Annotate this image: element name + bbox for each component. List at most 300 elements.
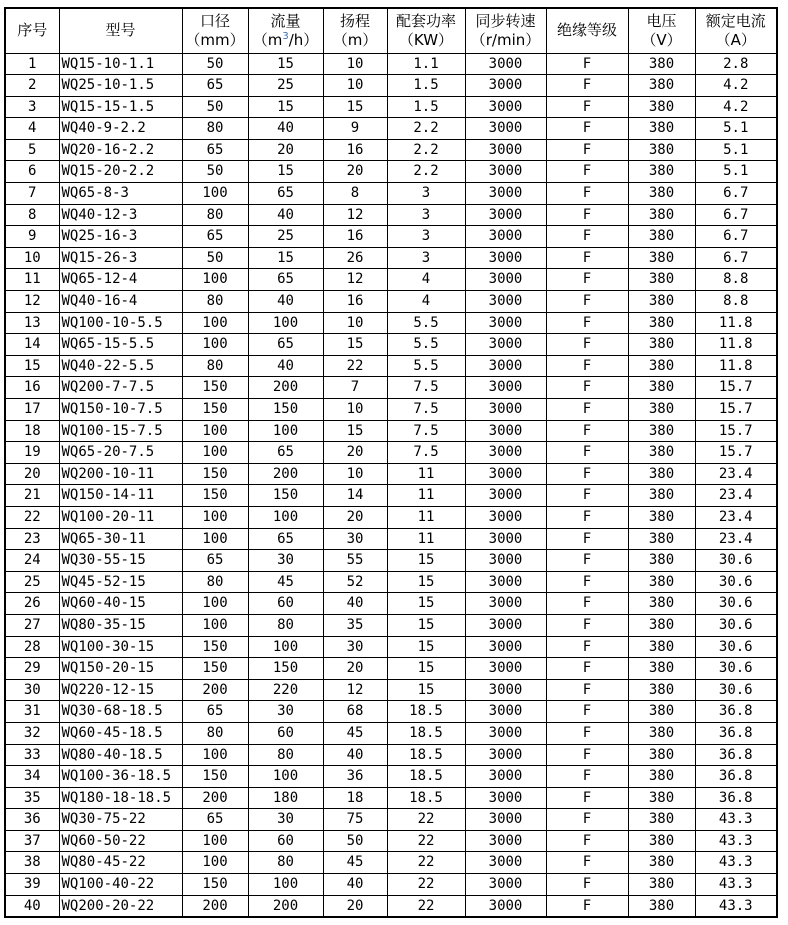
cell-power: 3: [387, 226, 465, 248]
col-header-index: [5, 8, 59, 53]
cell-diameter: 150: [182, 463, 248, 485]
cell-diameter: 100: [182, 420, 248, 442]
cell-speed: 3000: [465, 312, 546, 334]
cell-index: 29: [5, 658, 59, 680]
header-title: 绝缘等级: [556, 21, 617, 40]
cell-index: 20: [5, 463, 59, 485]
cell-power: 5.5: [387, 312, 465, 334]
cell-head: 75: [323, 809, 387, 831]
table-row: [5, 701, 777, 723]
cell-speed: 3000: [465, 614, 546, 636]
cell-index: 4: [5, 118, 59, 140]
cell-voltage: 380: [628, 442, 695, 464]
cell-head: 7: [323, 377, 387, 399]
cell-index: 5: [5, 139, 59, 161]
cell-index: 22: [5, 506, 59, 528]
cell-voltage: 380: [628, 139, 695, 161]
cell-flow: 200: [248, 463, 323, 485]
cell-flow: 30: [248, 550, 323, 572]
cell-speed: 3000: [465, 766, 546, 788]
cell-power: 18.5: [387, 701, 465, 723]
flow-unit-post: /h）: [288, 30, 319, 49]
cell-insulation: F: [546, 571, 628, 593]
cell-insulation: F: [546, 75, 628, 97]
cell-diameter: 100: [182, 334, 248, 356]
cell-speed: 3000: [465, 550, 546, 572]
cell-index: 27: [5, 614, 59, 636]
cell-head: 15: [323, 420, 387, 442]
cell-index: 38: [5, 852, 59, 874]
header-title: 额定电流: [705, 11, 766, 30]
cell-voltage: 380: [628, 312, 695, 334]
cell-insulation: F: [546, 658, 628, 680]
cell-power: 15: [387, 636, 465, 658]
cell-speed: 3000: [465, 485, 546, 507]
cell-power: 5.5: [387, 334, 465, 356]
header-unit: （A）: [715, 30, 756, 49]
table-row: [5, 485, 777, 507]
cell-speed: 3000: [465, 377, 546, 399]
cell-power: 3: [387, 247, 465, 269]
cell-model: WQ100-10-5.5: [59, 312, 182, 334]
table-row: [5, 442, 777, 464]
cell-flow: 150: [248, 485, 323, 507]
cell-power: 11: [387, 485, 465, 507]
cell-speed: 3000: [465, 139, 546, 161]
cell-current: 43.3: [695, 830, 777, 852]
cell-index: 33: [5, 744, 59, 766]
table-row: [5, 269, 777, 291]
cell-current: 6.7: [695, 226, 777, 248]
cell-insulation: F: [546, 830, 628, 852]
cell-model: WQ100-20-11: [59, 506, 182, 528]
cell-flow: 60: [248, 593, 323, 615]
cell-model: WQ20-16-2.2: [59, 139, 182, 161]
cell-speed: 3000: [465, 161, 546, 183]
cell-diameter: 65: [182, 701, 248, 723]
cell-insulation: F: [546, 787, 628, 809]
cell-power: 15: [387, 550, 465, 572]
cell-insulation: F: [546, 701, 628, 723]
cell-diameter: 50: [182, 96, 248, 118]
cell-insulation: F: [546, 96, 628, 118]
cell-model: WQ60-40-15: [59, 593, 182, 615]
cell-current: 43.3: [695, 852, 777, 874]
cell-diameter: 100: [182, 852, 248, 874]
cell-power: 7.5: [387, 377, 465, 399]
cell-diameter: 65: [182, 809, 248, 831]
table-row: [5, 550, 777, 572]
cell-voltage: 380: [628, 528, 695, 550]
flow-unit-superscript: 3: [282, 30, 289, 42]
cell-insulation: F: [546, 53, 628, 75]
cell-model: WQ65-20-7.5: [59, 442, 182, 464]
cell-voltage: 380: [628, 204, 695, 226]
cell-current: 6.7: [695, 183, 777, 205]
cell-insulation: F: [546, 118, 628, 140]
header-title: 电压: [646, 11, 677, 30]
table-row: [5, 528, 777, 550]
cell-head: 45: [323, 852, 387, 874]
cell-flow: 15: [248, 161, 323, 183]
cell-current: 36.8: [695, 744, 777, 766]
cell-insulation: F: [546, 226, 628, 248]
cell-model: WQ65-8-3: [59, 183, 182, 205]
cell-diameter: 100: [182, 744, 248, 766]
cell-speed: 3000: [465, 506, 546, 528]
cell-flow: 100: [248, 312, 323, 334]
cell-head: 10: [323, 75, 387, 97]
cell-head: 40: [323, 874, 387, 896]
cell-index: 36: [5, 809, 59, 831]
pump-spec-table-container: [4, 7, 778, 918]
cell-current: 43.3: [695, 809, 777, 831]
table-row: [5, 377, 777, 399]
table-row: [5, 75, 777, 97]
cell-insulation: F: [546, 550, 628, 572]
cell-index: 40: [5, 895, 59, 917]
header-title: 同步转速: [475, 11, 536, 30]
cell-index: 16: [5, 377, 59, 399]
cell-current: 15.7: [695, 420, 777, 442]
cell-voltage: 380: [628, 377, 695, 399]
cell-head: 9: [323, 118, 387, 140]
col-header-insulation: [546, 8, 628, 53]
col-header-head: [323, 8, 387, 53]
cell-voltage: 380: [628, 744, 695, 766]
cell-index: 25: [5, 571, 59, 593]
table-body: [5, 53, 777, 917]
cell-index: 32: [5, 722, 59, 744]
cell-head: 68: [323, 701, 387, 723]
cell-model: WQ80-35-15: [59, 614, 182, 636]
col-header-flow: [248, 8, 323, 53]
cell-model: WQ200-10-11: [59, 463, 182, 485]
cell-voltage: 380: [628, 334, 695, 356]
cell-model: WQ25-16-3: [59, 226, 182, 248]
table-row: [5, 183, 777, 205]
header-unit: （V）: [641, 30, 682, 49]
cell-voltage: 380: [628, 183, 695, 205]
cell-power: 1.5: [387, 75, 465, 97]
cell-insulation: F: [546, 463, 628, 485]
header-title: 口径: [199, 11, 230, 30]
cell-model: WQ45-52-15: [59, 571, 182, 593]
cell-flow: 20: [248, 139, 323, 161]
cell-speed: 3000: [465, 118, 546, 140]
cell-insulation: F: [546, 291, 628, 313]
cell-insulation: F: [546, 895, 628, 917]
cell-index: 7: [5, 183, 59, 205]
cell-head: 16: [323, 291, 387, 313]
cell-index: 10: [5, 247, 59, 269]
cell-flow: 200: [248, 377, 323, 399]
header-unit: （mm）: [185, 30, 245, 49]
cell-insulation: F: [546, 183, 628, 205]
cell-index: 28: [5, 636, 59, 658]
cell-speed: 3000: [465, 463, 546, 485]
cell-voltage: 380: [628, 895, 695, 917]
cell-insulation: F: [546, 247, 628, 269]
cell-diameter: 100: [182, 528, 248, 550]
cell-voltage: 380: [628, 701, 695, 723]
cell-speed: 3000: [465, 852, 546, 874]
cell-diameter: 100: [182, 312, 248, 334]
header-unit: （r/min）: [470, 30, 541, 49]
table-row: [5, 53, 777, 75]
cell-current: 5.1: [695, 118, 777, 140]
cell-index: 35: [5, 787, 59, 809]
cell-current: 6.7: [695, 204, 777, 226]
cell-diameter: 150: [182, 399, 248, 421]
table-row: [5, 118, 777, 140]
cell-power: 15: [387, 658, 465, 680]
cell-model: WQ100-15-7.5: [59, 420, 182, 442]
cell-head: 30: [323, 636, 387, 658]
cell-insulation: F: [546, 377, 628, 399]
cell-voltage: 380: [628, 830, 695, 852]
cell-voltage: 380: [628, 355, 695, 377]
table-row: [5, 291, 777, 313]
cell-insulation: F: [546, 636, 628, 658]
cell-voltage: 380: [628, 53, 695, 75]
cell-flow: 25: [248, 75, 323, 97]
cell-diameter: 100: [182, 830, 248, 852]
cell-flow: 180: [248, 787, 323, 809]
cell-index: 8: [5, 204, 59, 226]
cell-flow: 80: [248, 744, 323, 766]
cell-current: 43.3: [695, 895, 777, 917]
cell-speed: 3000: [465, 809, 546, 831]
cell-voltage: 380: [628, 485, 695, 507]
cell-voltage: 380: [628, 614, 695, 636]
cell-model: WQ180-18-18.5: [59, 787, 182, 809]
cell-power: 22: [387, 809, 465, 831]
cell-index: 6: [5, 161, 59, 183]
cell-head: 20: [323, 442, 387, 464]
header-title: 序号: [17, 21, 48, 40]
cell-diameter: 100: [182, 593, 248, 615]
cell-speed: 3000: [465, 183, 546, 205]
table-header: [5, 8, 777, 53]
cell-current: 2.8: [695, 53, 777, 75]
cell-index: 1: [5, 53, 59, 75]
cell-diameter: 100: [182, 506, 248, 528]
cell-head: 15: [323, 334, 387, 356]
cell-diameter: 80: [182, 291, 248, 313]
cell-flow: 15: [248, 96, 323, 118]
cell-flow: 200: [248, 895, 323, 917]
cell-flow: 150: [248, 399, 323, 421]
cell-power: 5.5: [387, 355, 465, 377]
cell-model: WQ220-12-15: [59, 679, 182, 701]
cell-index: 24: [5, 550, 59, 572]
table-row: [5, 614, 777, 636]
cell-model: WQ65-15-5.5: [59, 334, 182, 356]
cell-speed: 3000: [465, 75, 546, 97]
cell-flow: 30: [248, 809, 323, 831]
table-row: [5, 161, 777, 183]
cell-power: 18.5: [387, 787, 465, 809]
table-row: [5, 96, 777, 118]
cell-model: WQ100-36-18.5: [59, 766, 182, 788]
cell-diameter: 150: [182, 377, 248, 399]
table-row: [5, 226, 777, 248]
cell-insulation: F: [546, 161, 628, 183]
cell-index: 15: [5, 355, 59, 377]
cell-speed: 3000: [465, 636, 546, 658]
cell-power: 11: [387, 463, 465, 485]
cell-power: 3: [387, 183, 465, 205]
table-row: [5, 355, 777, 377]
cell-flow: 80: [248, 614, 323, 636]
cell-flow: 80: [248, 852, 323, 874]
header-title: 流量: [270, 11, 301, 30]
cell-speed: 3000: [465, 874, 546, 896]
cell-head: 20: [323, 658, 387, 680]
cell-flow: 100: [248, 874, 323, 896]
cell-power: 4: [387, 269, 465, 291]
cell-power: 15: [387, 614, 465, 636]
cell-speed: 3000: [465, 571, 546, 593]
cell-insulation: F: [546, 312, 628, 334]
cell-head: 40: [323, 744, 387, 766]
cell-index: 37: [5, 830, 59, 852]
cell-current: 4.2: [695, 75, 777, 97]
cell-power: 2.2: [387, 118, 465, 140]
cell-insulation: F: [546, 852, 628, 874]
cell-current: 30.6: [695, 614, 777, 636]
table-row: [5, 679, 777, 701]
cell-speed: 3000: [465, 722, 546, 744]
cell-model: WQ60-45-18.5: [59, 722, 182, 744]
cell-speed: 3000: [465, 787, 546, 809]
cell-flow: 60: [248, 722, 323, 744]
cell-head: 10: [323, 399, 387, 421]
cell-speed: 3000: [465, 334, 546, 356]
cell-insulation: F: [546, 809, 628, 831]
cell-speed: 3000: [465, 658, 546, 680]
cell-speed: 3000: [465, 895, 546, 917]
table-row: [5, 420, 777, 442]
cell-flow: 40: [248, 118, 323, 140]
cell-head: 30: [323, 528, 387, 550]
cell-voltage: 380: [628, 269, 695, 291]
cell-voltage: 380: [628, 852, 695, 874]
cell-current: 30.6: [695, 593, 777, 615]
cell-diameter: 100: [182, 269, 248, 291]
cell-insulation: F: [546, 334, 628, 356]
cell-voltage: 380: [628, 506, 695, 528]
cell-head: 12: [323, 204, 387, 226]
cell-index: 18: [5, 420, 59, 442]
cell-model: WQ65-12-4: [59, 269, 182, 291]
cell-index: 9: [5, 226, 59, 248]
cell-speed: 3000: [465, 420, 546, 442]
cell-voltage: 380: [628, 118, 695, 140]
table-row: [5, 809, 777, 831]
cell-diameter: 100: [182, 614, 248, 636]
header-title: 扬程: [339, 11, 370, 30]
cell-current: 30.6: [695, 658, 777, 680]
cell-flow: 40: [248, 291, 323, 313]
cell-diameter: 150: [182, 636, 248, 658]
cell-insulation: F: [546, 139, 628, 161]
cell-flow: 40: [248, 355, 323, 377]
cell-model: WQ40-16-4: [59, 291, 182, 313]
cell-speed: 3000: [465, 679, 546, 701]
table-row: [5, 722, 777, 744]
cell-model: WQ65-30-11: [59, 528, 182, 550]
cell-current: 15.7: [695, 399, 777, 421]
cell-voltage: 380: [628, 161, 695, 183]
cell-flow: 25: [248, 226, 323, 248]
cell-current: 36.8: [695, 787, 777, 809]
cell-head: 18: [323, 787, 387, 809]
cell-insulation: F: [546, 420, 628, 442]
cell-diameter: 65: [182, 226, 248, 248]
table-row: [5, 506, 777, 528]
cell-flow: 40: [248, 204, 323, 226]
cell-speed: 3000: [465, 442, 546, 464]
table-row: [5, 593, 777, 615]
cell-voltage: 380: [628, 420, 695, 442]
cell-head: 14: [323, 485, 387, 507]
cell-insulation: F: [546, 744, 628, 766]
cell-model: WQ200-20-22: [59, 895, 182, 917]
cell-diameter: 50: [182, 161, 248, 183]
cell-flow: 65: [248, 269, 323, 291]
cell-speed: 3000: [465, 269, 546, 291]
cell-head: 12: [323, 269, 387, 291]
cell-head: 20: [323, 895, 387, 917]
cell-power: 22: [387, 852, 465, 874]
cell-head: 12: [323, 679, 387, 701]
cell-speed: 3000: [465, 528, 546, 550]
cell-index: 3: [5, 96, 59, 118]
cell-power: 11: [387, 528, 465, 550]
cell-insulation: F: [546, 204, 628, 226]
cell-index: 11: [5, 269, 59, 291]
cell-voltage: 380: [628, 399, 695, 421]
table-row: [5, 139, 777, 161]
cell-power: 15: [387, 571, 465, 593]
cell-model: WQ100-30-15: [59, 636, 182, 658]
cell-model: WQ40-9-2.2: [59, 118, 182, 140]
cell-speed: 3000: [465, 53, 546, 75]
cell-diameter: 50: [182, 247, 248, 269]
cell-flow: 65: [248, 183, 323, 205]
cell-head: 10: [323, 53, 387, 75]
cell-current: 30.6: [695, 679, 777, 701]
table-row: [5, 852, 777, 874]
cell-speed: 3000: [465, 399, 546, 421]
cell-current: 23.4: [695, 485, 777, 507]
cell-voltage: 380: [628, 291, 695, 313]
cell-current: 11.8: [695, 355, 777, 377]
cell-index: 2: [5, 75, 59, 97]
cell-head: 50: [323, 830, 387, 852]
cell-diameter: 65: [182, 550, 248, 572]
cell-flow: 60: [248, 830, 323, 852]
cell-current: 11.8: [695, 334, 777, 356]
cell-power: 1.5: [387, 96, 465, 118]
table-row: [5, 830, 777, 852]
cell-flow: 100: [248, 506, 323, 528]
cell-flow: 150: [248, 658, 323, 680]
cell-power: 15: [387, 593, 465, 615]
cell-model: WQ30-68-18.5: [59, 701, 182, 723]
